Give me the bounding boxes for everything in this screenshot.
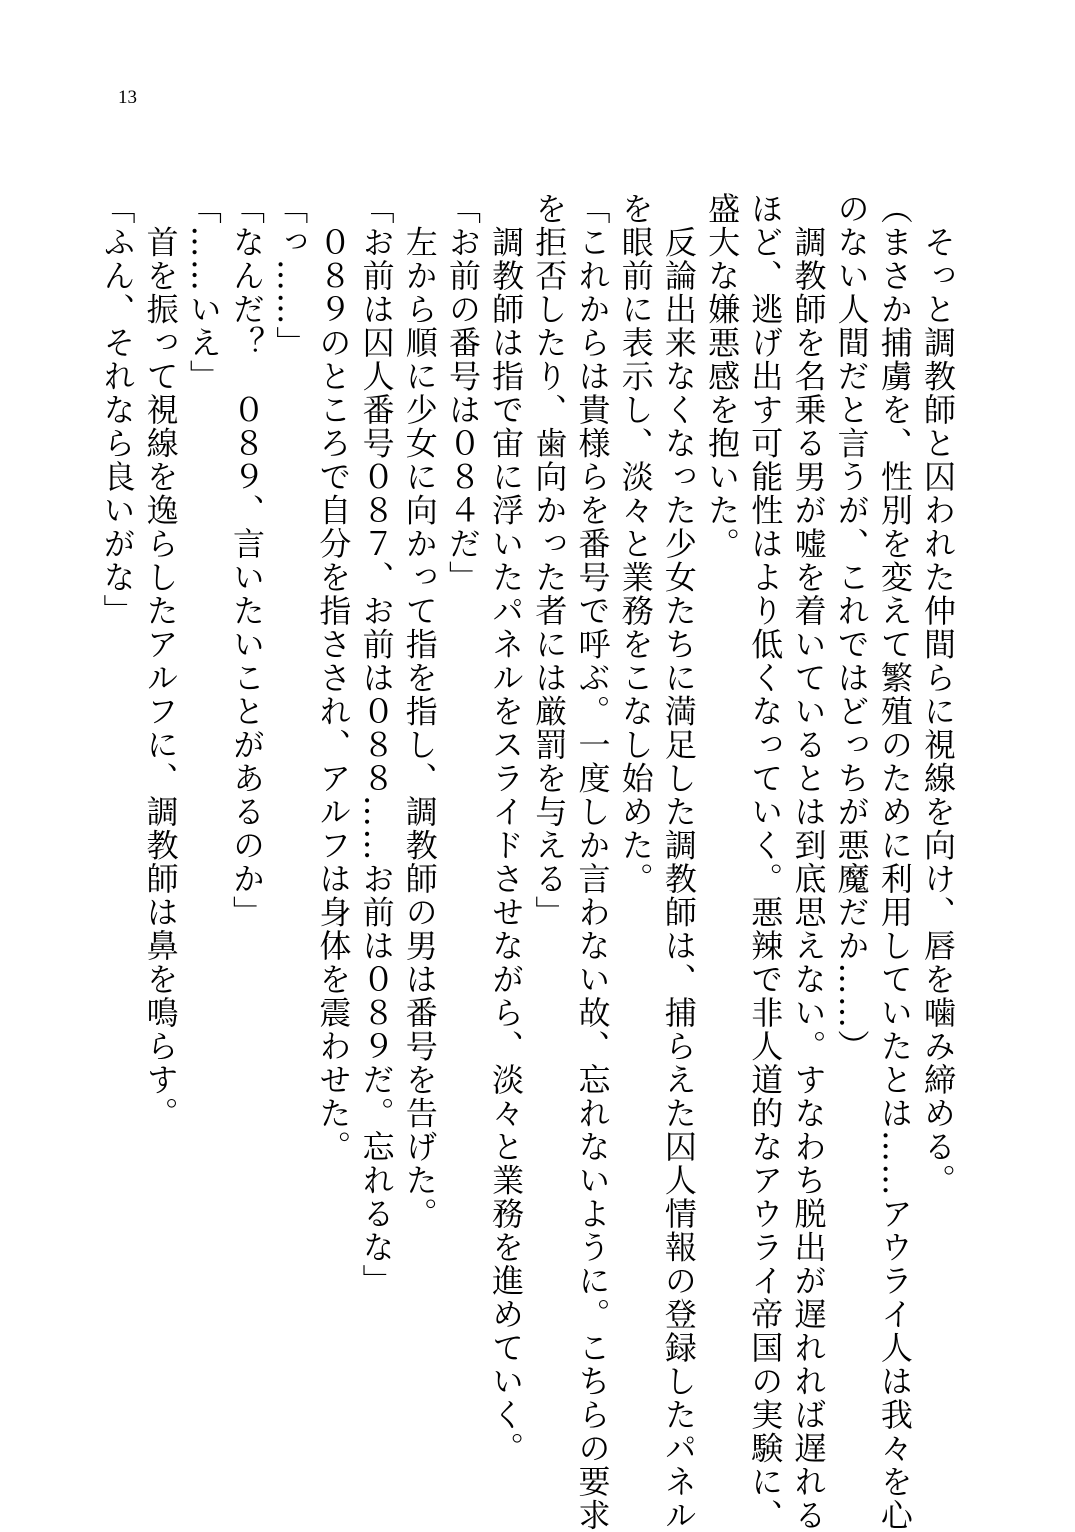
text-line: を眼前に表示し、淡々と業務をこなし始めた。 [616, 192, 655, 896]
text-line: を拒否したり、歯向かった者には厳罰を与える」 [530, 192, 569, 929]
text-line: 「これからは貴様らを番号で呼ぶ。一度しか言わない故、忘れないように。こちらの要求 [573, 192, 612, 1532]
text-line: のない人間だと言うが、これではどっちが悪魔だか……） [832, 192, 871, 1063]
body-text [98, 192, 959, 1532]
page-number: 13 [118, 87, 137, 108]
text-line: ０８９のところで自分を指さされ、アルフは身体を震わせた。 [314, 192, 353, 1164]
text-line: 左から順に少女に向かって指を指し、調教師の男は番号を告げた。 [400, 192, 439, 1231]
text-line: 反論出来なくなった少女たちに満足した調教師は、捕らえた囚人情報の登録したパネル [659, 192, 698, 1532]
text-line: 調教師は指で宙に浮いたパネルをスライドさせながら、淡々と業務を進めていく。 [487, 192, 526, 1465]
text-line: そっと調教師と囚われた仲間らに視線を向け、唇を噛み締める。 [919, 192, 957, 1197]
text-line: 調教師を名乗る男が嘘を着いているとは到底思えない。すなわち脱出が遅れれば遅れる [789, 192, 828, 1532]
text-line: 「なんだ？ ０８９、言いたいことがあるのか」 [228, 192, 266, 929]
text-line: 「っ……」 [271, 192, 310, 360]
text-line: 首を振って視線を逸らしたアルフに、調教師は鼻を鳴らす。 [141, 192, 180, 1130]
text-line: （まさか捕虜を、性別を変えて繁殖のために利用していたとは……アウライ人は我々を心 [875, 192, 914, 1532]
text-line: ほど、逃げ出す可能性はより低くなっていく。悪辣で非人道的なアウライ帝国の実験に、 [746, 192, 785, 1532]
text-line: 「お前の番号は０８４だ」 [443, 192, 482, 594]
text-line: 盛大な嫌悪感を抱いた。 [703, 192, 742, 561]
text-line: 「……いえ」 [184, 192, 223, 393]
text-line: 「お前は囚人番号０８７、お前は０８８……お前は０８９だ。忘れるな」 [357, 192, 396, 1298]
text-line: 「ふん、それなら良いがな」 [98, 192, 137, 628]
